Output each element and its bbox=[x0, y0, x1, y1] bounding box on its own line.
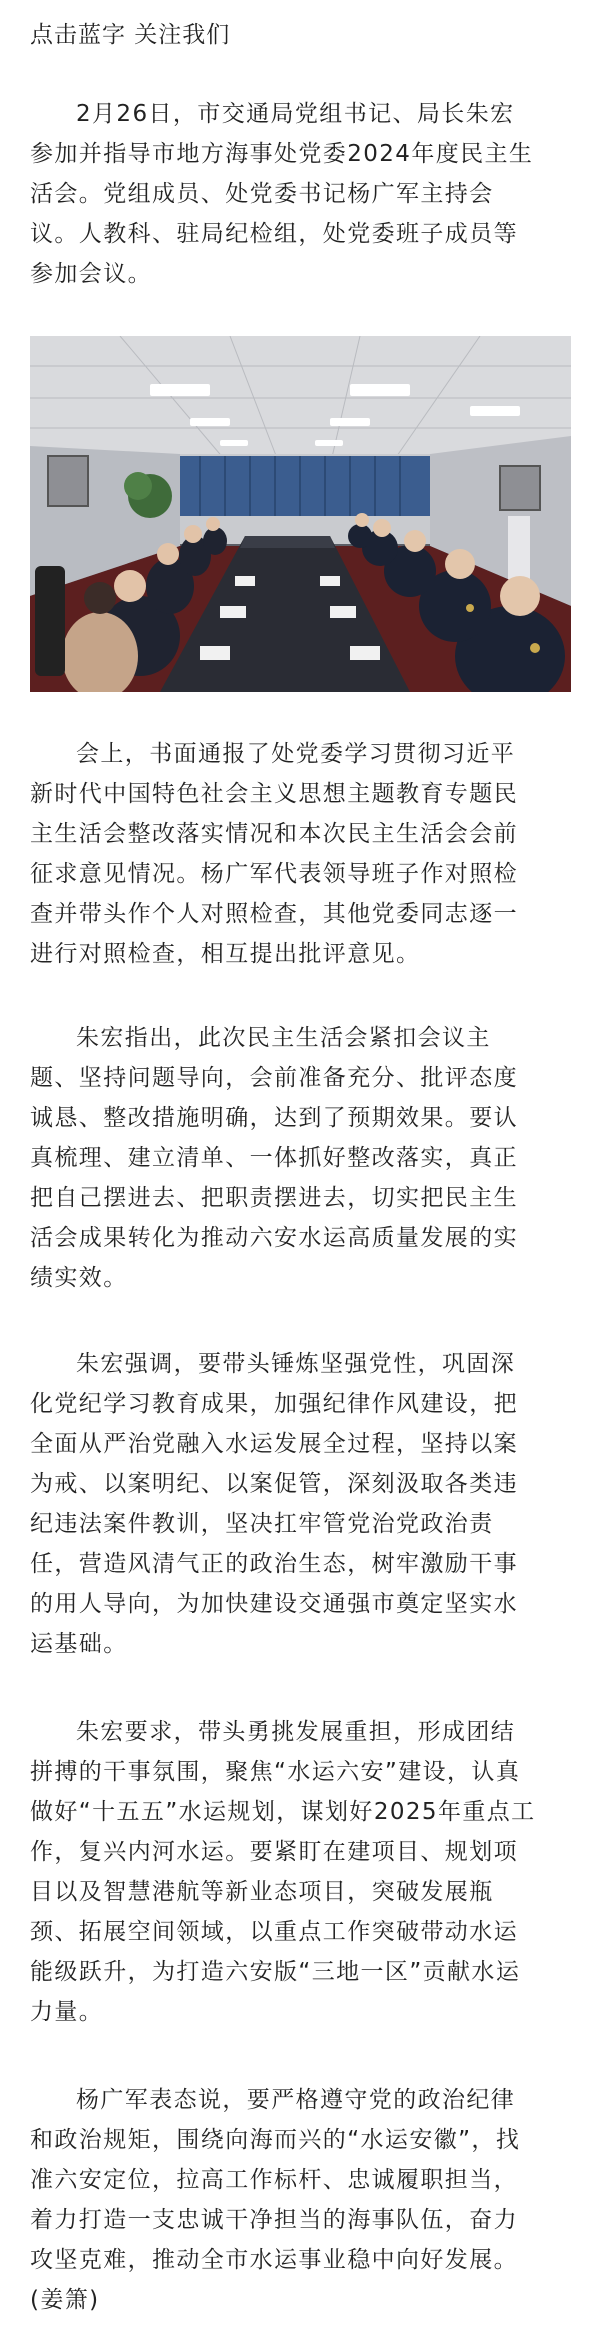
paragraph-line: 着力打造一支忠诚干净担当的海事队伍，奋力 bbox=[30, 2207, 518, 2233]
paragraph-line: (姜箫) bbox=[30, 2287, 100, 2313]
paragraph-line: 议。人教科、驻局纪检组，处党委班子成员等 bbox=[30, 221, 518, 247]
meeting-room-illustration bbox=[30, 336, 571, 692]
paragraph-line: 的用人导向，为加快建设交通强市奠定坚实水 bbox=[30, 1591, 518, 1617]
paragraph-line: 拼搏的干事氛围，聚焦“水运六安”建设，认真 bbox=[30, 1759, 521, 1785]
paragraph-line: 朱宏要求，带头勇挑发展重担，形成团结 bbox=[76, 1719, 516, 1745]
paragraph-line: 力量。 bbox=[30, 1999, 104, 2025]
paragraph-line: 把自己摆进去、把职责摆进去，切实把民主生 bbox=[30, 1185, 518, 1211]
paragraph-line: 朱宏强调，要带头锤炼坚强党性，巩固深 bbox=[76, 1351, 516, 1377]
paragraph-line: 攻坚克难，推动全市水运事业稳中向好发展。 bbox=[30, 2247, 518, 2273]
paragraph-line: 杨广军表态说，要严格遵守党的政治纪律 bbox=[76, 2087, 516, 2113]
paragraph-line: 真梳理、建立清单、一体抓好整改落实，真正 bbox=[30, 1145, 518, 1171]
paragraph-line: 任，营造风清气正的政治生态，树牢激励干事 bbox=[30, 1551, 518, 1577]
paragraph-5 bbox=[30, 1712, 580, 2032]
paragraph-line: 做好“十五五”水运规划，谋划好2025年重点工 bbox=[30, 1799, 536, 1825]
paragraph-line: 进行对照检查，相互提出批评意见。 bbox=[30, 941, 421, 967]
paragraph-line: 征求意见情况。杨广军代表领导班子作对照检 bbox=[30, 861, 518, 887]
paragraph-line: 颈、拓展空间领域，以重点工作突破带动水运 bbox=[30, 1919, 518, 1945]
paragraph-line: 新时代中国特色社会主义思想主题教育专题民 bbox=[30, 781, 518, 807]
paragraph-2 bbox=[30, 734, 580, 974]
paragraph-4 bbox=[30, 1344, 580, 1664]
paragraph-line: 作，复兴内河水运。要紧盯在建项目、规划项 bbox=[30, 1839, 518, 1865]
paragraph-line: 全面从严治党融入水运发展全过程，坚持以案 bbox=[30, 1431, 518, 1457]
paragraph-line: 活会。党组成员、处党委书记杨广军主持会 bbox=[30, 181, 494, 207]
paragraph-line: 主生活会整改落实情况和本次民主生活会会前 bbox=[30, 821, 518, 847]
paragraph-line: 2月26日，市交通局党组书记、局长朱宏 bbox=[76, 101, 515, 127]
paragraph-3 bbox=[30, 1018, 580, 1298]
paragraph-line: 参加并指导市地方海事处党委2024年度民主生 bbox=[30, 141, 534, 167]
paragraph-line: 化党纪学习教育成果，加强纪律作风建设，把 bbox=[30, 1391, 518, 1417]
meeting-photo bbox=[30, 336, 571, 692]
paragraph-line: 活会成果转化为推动六安水运高质量发展的实 bbox=[30, 1225, 518, 1251]
paragraph-line: 诚恳、整改措施明确，达到了预期效果。要认 bbox=[30, 1105, 518, 1131]
paragraph-line: 朱宏指出，此次民主生活会紧扣会议主 bbox=[76, 1025, 491, 1051]
paragraph-line: 查并带头作个人对照检查，其他党委同志逐一 bbox=[30, 901, 518, 927]
follow-prompt: 点击蓝字 关注我们 bbox=[30, 22, 231, 48]
paragraph-line: 绩实效。 bbox=[30, 1265, 128, 1291]
paragraph-line: 准六安定位，拉高工作标杆、忠诚履职担当， bbox=[30, 2167, 518, 2193]
paragraph-6 bbox=[30, 2080, 580, 2320]
paragraph-line: 纪违法案件教训，坚决扛牢管党治党政治责 bbox=[30, 1511, 494, 1537]
paragraph-line: 参加会议。 bbox=[30, 261, 152, 287]
paragraph-line: 题、坚持问题导向，会前准备充分、批评态度 bbox=[30, 1065, 518, 1091]
paragraph-line: 会上，书面通报了处党委学习贯彻习近平 bbox=[76, 741, 516, 767]
paragraph-line: 运基础。 bbox=[30, 1631, 128, 1657]
paragraph-line: 和政治规矩，围绕向海而兴的“水运安徽”，找 bbox=[30, 2127, 521, 2153]
paragraph-line: 能级跃升，为打造六安版“三地一区”贡献水运 bbox=[30, 1959, 521, 1985]
paragraph-line: 目以及智慧港航等新业态项目，突破发展瓶 bbox=[30, 1879, 494, 1905]
paragraph-1 bbox=[30, 94, 580, 294]
paragraph-line: 为戒、以案明纪、以案促管，深刻汲取各类违 bbox=[30, 1471, 518, 1497]
